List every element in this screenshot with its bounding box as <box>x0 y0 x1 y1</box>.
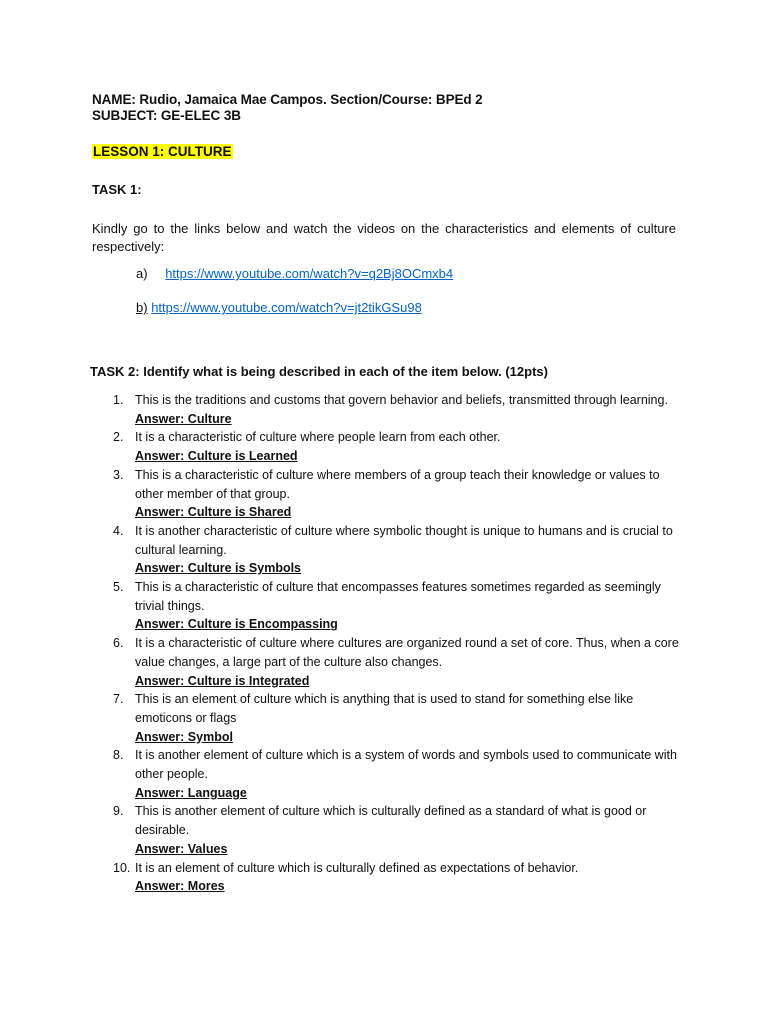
item-question: This is an element of culture which is anything that is used to stand for something else like emoticons or flags <box>135 692 634 725</box>
item-number: 5. <box>113 580 124 595</box>
task1-title: TASK 1: <box>92 182 142 197</box>
list-item <box>92 859 682 896</box>
item-answer: Answer: Mores <box>135 879 225 894</box>
item-question: It is a characteristic of culture where people learn from each other. <box>135 430 501 445</box>
item-number: 9. <box>113 804 124 819</box>
item-question: It is an element of culture which is culturally defined as expectations of behavior. <box>135 860 579 875</box>
link-a[interactable]: https://www.youtube.com/watch?v=q2Bj8OCmxb4 <box>165 266 454 281</box>
list-item <box>92 391 682 428</box>
list-item <box>92 802 682 858</box>
item-number: 4. <box>113 523 124 538</box>
item-question: This is the traditions and customs that govern behavior and beliefs, transmitted through learning. <box>135 393 668 407</box>
name-line: NAME: Rudio, Jamaica Mae Campos. Section/Course: BPEd 2 <box>92 92 483 107</box>
link-a-label: a) <box>136 266 148 281</box>
item-answer: Answer: Symbol <box>135 729 233 744</box>
link-row-a <box>136 266 453 281</box>
item-answer: Answer: Values <box>135 841 228 856</box>
item-number: 10. <box>113 860 131 875</box>
item-number: 1. <box>113 393 124 407</box>
item-answer: Answer: Culture is Integrated <box>135 673 310 688</box>
question-list <box>92 391 682 896</box>
item-number: 7. <box>113 692 124 707</box>
list-item <box>92 428 682 465</box>
link-b[interactable]: https://www.youtube.com/watch?v=jt2tikGSu98 <box>151 300 422 315</box>
list-item <box>92 522 682 578</box>
list-item <box>92 746 682 802</box>
item-question: This is another element of culture which is culturally defined as a standard of what is good or desirable. <box>135 804 647 838</box>
item-answer: Answer: Culture is Symbols <box>135 561 302 576</box>
task2-title: TASK 2: Identify what is being described in each of the item below. (12pts) <box>90 364 548 379</box>
list-item <box>92 466 682 522</box>
item-question: This is a characteristic of culture where members of a group teach their knowledge or values to other member of that group. <box>135 467 660 501</box>
item-answer: Answer: Culture is Learned <box>135 449 298 464</box>
item-number: 6. <box>113 636 124 651</box>
list-item <box>92 634 682 690</box>
subject-line: SUBJECT: GE-ELEC 3B <box>92 108 241 123</box>
item-answer: Answer: Culture <box>135 411 232 426</box>
lesson-title: LESSON 1: CULTURE <box>93 144 232 159</box>
list-item <box>92 578 682 634</box>
item-number: 3. <box>113 467 124 482</box>
item-question: It is another characteristic of culture where symbolic thought is unique to humans and is crucial to cultural learning. <box>135 523 673 557</box>
item-answer: Answer: Culture is Shared <box>135 505 292 520</box>
item-question: This is a characteristic of culture that encompasses features sometimes regarded as seemingly trivial things. <box>135 580 661 613</box>
item-answer: Answer: Culture is Encompassing <box>135 617 338 632</box>
item-answer: Answer: Language <box>135 785 247 800</box>
list-item <box>92 690 682 746</box>
task1-instruction: Kindly go to the links below and watch the videos on the characteristics and elements of culture respectively: <box>92 221 676 254</box>
item-number: 8. <box>113 748 124 763</box>
link-row-b <box>136 300 422 315</box>
item-number: 2. <box>113 430 124 445</box>
item-question: It is a characteristic of culture where cultures are organized round a set of core. Thus, when a core value changes, a large part of the culture also changes. <box>135 636 679 669</box>
link-b-label: b) <box>136 300 148 315</box>
item-question: It is another element of culture which is a system of words and symbols used to communicate with other people. <box>135 748 677 782</box>
